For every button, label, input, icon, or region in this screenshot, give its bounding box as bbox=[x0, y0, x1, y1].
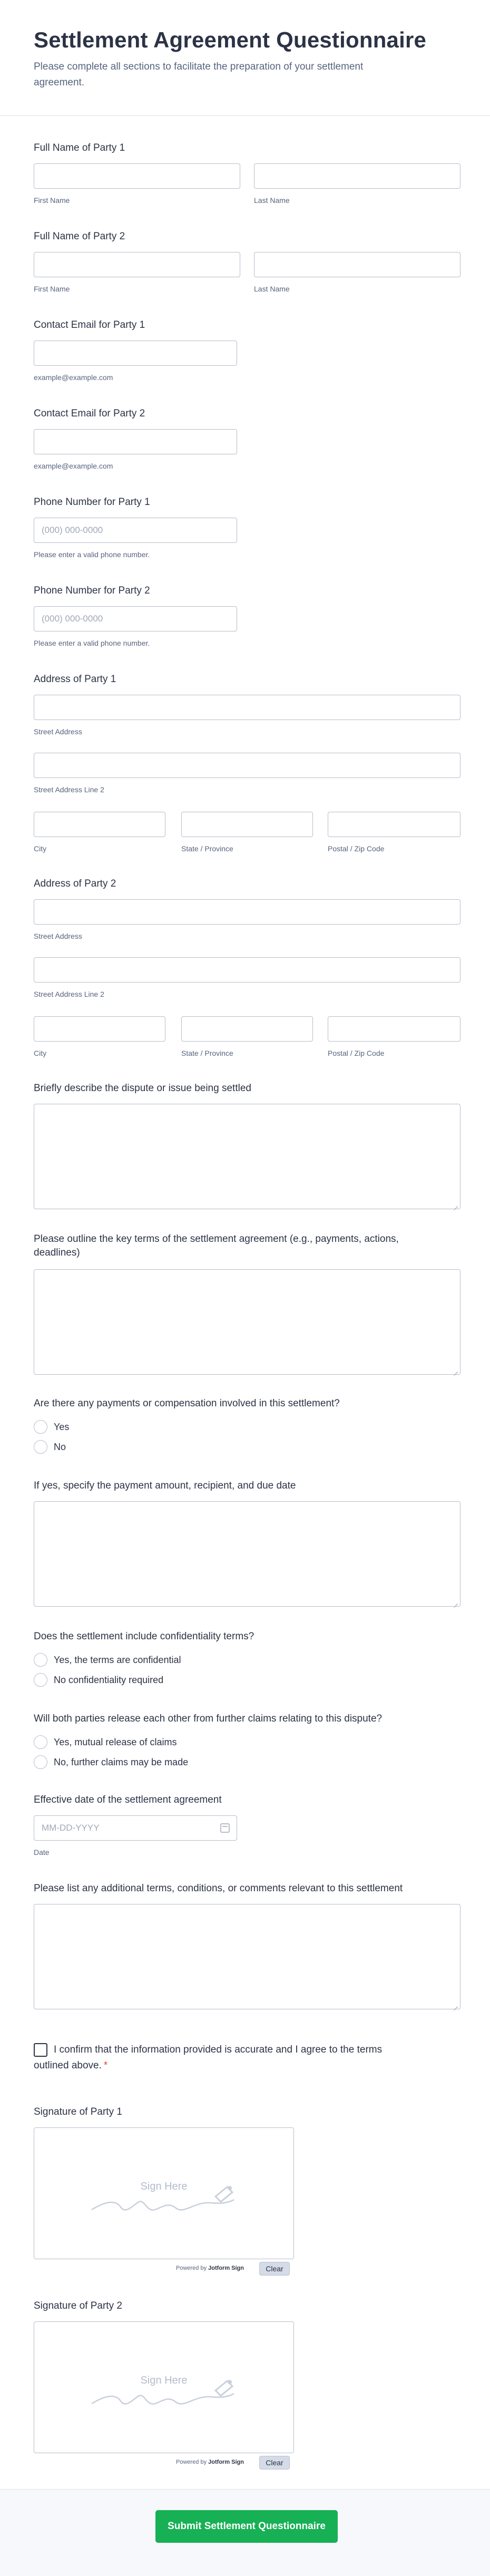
party2-first-name-sub: First Name bbox=[34, 285, 70, 293]
release-option-yes[interactable] bbox=[34, 1734, 177, 1750]
signature2-label: Signature of Party 2 bbox=[34, 2300, 122, 2311]
confidentiality-label: Does the settlement include confidentiality terms? bbox=[34, 1631, 254, 1642]
phone2-sub: Please enter a valid phone number. bbox=[34, 639, 150, 647]
party2-name-label: Full Name of Party 2 bbox=[34, 231, 125, 242]
signature2-pad[interactable] bbox=[34, 2321, 294, 2453]
address1-label: Address of Party 1 bbox=[34, 674, 116, 685]
resize-grip-icon[interactable] bbox=[453, 1367, 458, 1372]
release-option-no[interactable] bbox=[34, 1754, 188, 1770]
email1-label: Contact Email for Party 1 bbox=[34, 319, 145, 330]
party1-last-name-sub: Last Name bbox=[254, 196, 290, 205]
required-mark: * bbox=[103, 2060, 108, 2071]
email2-input[interactable] bbox=[34, 429, 237, 454]
payment-details-textarea[interactable] bbox=[34, 1501, 460, 1607]
address2-street-input[interactable] bbox=[34, 899, 460, 925]
phone2-input[interactable] bbox=[34, 606, 237, 631]
signature2-hint: Sign Here bbox=[140, 2375, 188, 2386]
address1-street2-sub: Street Address Line 2 bbox=[34, 785, 104, 794]
address2-state-sub: State / Province bbox=[181, 1049, 233, 1057]
signature1-pad[interactable] bbox=[34, 2127, 294, 2259]
address2-street-sub: Street Address bbox=[34, 932, 82, 940]
signature2-clear-button[interactable]: Clear bbox=[259, 2456, 290, 2470]
address1-street2-input[interactable] bbox=[34, 753, 460, 778]
phone1-label: Phone Number for Party 1 bbox=[34, 497, 150, 508]
address2-state-input[interactable] bbox=[181, 1016, 313, 1042]
signature2-powered bbox=[176, 2459, 244, 2465]
effective-date-input[interactable] bbox=[34, 1815, 237, 1841]
dispute-textarea[interactable] bbox=[34, 1104, 460, 1209]
phone1-input[interactable] bbox=[34, 518, 237, 543]
address1-city-input[interactable] bbox=[34, 812, 165, 837]
phone1-sub: Please enter a valid phone number. bbox=[34, 550, 150, 559]
powered-prefix: Powered by bbox=[176, 2459, 207, 2465]
email2-sub: example@example.com bbox=[34, 462, 113, 470]
key-terms-label: Please outline the key terms of the settlement agreement (e.g., payments, actions, deadlines) bbox=[34, 1233, 399, 1258]
additional-label: Please list any additional terms, conditions, or comments relevant to this settlement bbox=[34, 1883, 403, 1894]
address2-city-input[interactable] bbox=[34, 1016, 165, 1042]
payments-option-yes[interactable] bbox=[34, 1419, 69, 1435]
payments-label: Are there any payments or compensation involved in this settlement? bbox=[34, 1398, 340, 1409]
email2-label: Contact Email for Party 2 bbox=[34, 408, 145, 419]
radio-label: Yes bbox=[54, 1421, 70, 1432]
release-label: Will both parties release each other from further claims relating to this dispute? bbox=[34, 1713, 383, 1724]
address2-street2-sub: Street Address Line 2 bbox=[34, 990, 104, 998]
calendar-icon[interactable] bbox=[220, 1823, 230, 1833]
signature1-label: Signature of Party 1 bbox=[34, 2106, 122, 2117]
radio-circle[interactable] bbox=[34, 1440, 47, 1454]
address2-label: Address of Party 2 bbox=[34, 878, 116, 889]
additional-textarea[interactable] bbox=[34, 1904, 460, 2009]
email1-input[interactable] bbox=[34, 341, 237, 366]
radio-circle[interactable] bbox=[34, 1673, 47, 1687]
confidentiality-option-yes[interactable] bbox=[34, 1652, 181, 1668]
address1-state-sub: State / Province bbox=[181, 844, 233, 853]
resize-grip-icon[interactable] bbox=[453, 1201, 458, 1207]
key-terms-textarea[interactable] bbox=[34, 1269, 460, 1375]
submit-button[interactable]: Submit Settlement Questionnaire bbox=[155, 2510, 338, 2543]
address1-city-sub: City bbox=[34, 844, 47, 853]
resize-grip-icon[interactable] bbox=[453, 1599, 458, 1604]
form-header bbox=[0, 0, 490, 116]
address2-zip-input[interactable] bbox=[328, 1016, 460, 1042]
signature1-hint: Sign Here bbox=[140, 2181, 188, 2192]
page-subtitle: Please complete all sections to facilitate the preparation of your settlement agreement. bbox=[34, 61, 364, 88]
address2-city-sub: City bbox=[34, 1049, 47, 1057]
radio-label: No, further claims may be made bbox=[54, 1756, 189, 1767]
address1-street-input[interactable] bbox=[34, 695, 460, 720]
powered-prefix: Powered by bbox=[176, 2265, 207, 2271]
effective-date-sub: Date bbox=[34, 1848, 50, 1856]
confirm-label bbox=[34, 2042, 392, 2074]
dispute-label: Briefly describe the dispute or issue being settled bbox=[34, 1083, 251, 1094]
confirm-text: I confirm that the information provided is accurate and I agree to the terms outlined above. bbox=[34, 2044, 383, 2071]
party1-first-name-sub: First Name bbox=[34, 196, 70, 205]
party1-name-label: Full Name of Party 1 bbox=[34, 142, 125, 153]
phone2-label: Phone Number for Party 2 bbox=[34, 585, 150, 596]
powered-brand: Jotform Sign bbox=[208, 2265, 244, 2271]
effective-date-label: Effective date of the settlement agreement bbox=[34, 1794, 222, 1805]
confidentiality-option-no[interactable] bbox=[34, 1672, 163, 1688]
radio-label: Yes, mutual release of claims bbox=[54, 1736, 177, 1747]
radio-label: No confidentiality required bbox=[54, 1674, 164, 1685]
page-title: Settlement Agreement Questionnaire bbox=[34, 27, 427, 52]
payments-option-no[interactable] bbox=[34, 1439, 66, 1455]
signature1-powered bbox=[176, 2265, 244, 2271]
radio-circle[interactable] bbox=[34, 1735, 47, 1749]
address1-street-sub: Street Address bbox=[34, 727, 82, 736]
party1-last-name-input[interactable] bbox=[254, 163, 460, 189]
signature1-clear-button[interactable]: Clear bbox=[259, 2262, 290, 2276]
radio-label: No bbox=[54, 1441, 66, 1452]
address2-street2-input[interactable] bbox=[34, 957, 460, 983]
payment-details-label: If yes, specify the payment amount, recipient, and due date bbox=[34, 1480, 296, 1491]
radio-label: Yes, the terms are confidential bbox=[54, 1654, 181, 1665]
party2-last-name-sub: Last Name bbox=[254, 285, 290, 293]
address1-zip-sub: Postal / Zip Code bbox=[328, 844, 385, 853]
powered-brand: Jotform Sign bbox=[208, 2459, 244, 2465]
resize-grip-icon[interactable] bbox=[453, 2001, 458, 2007]
address2-zip-sub: Postal / Zip Code bbox=[328, 1049, 385, 1057]
party2-first-name-input[interactable] bbox=[34, 252, 240, 277]
email1-sub: example@example.com bbox=[34, 373, 113, 382]
address1-zip-input[interactable] bbox=[328, 812, 460, 837]
radio-circle[interactable] bbox=[34, 1653, 47, 1667]
radio-circle[interactable] bbox=[34, 1420, 47, 1434]
radio-circle[interactable] bbox=[34, 1755, 47, 1769]
address1-state-input[interactable] bbox=[181, 812, 313, 837]
party1-first-name-input[interactable] bbox=[34, 163, 240, 189]
party2-last-name-input[interactable] bbox=[254, 252, 460, 277]
